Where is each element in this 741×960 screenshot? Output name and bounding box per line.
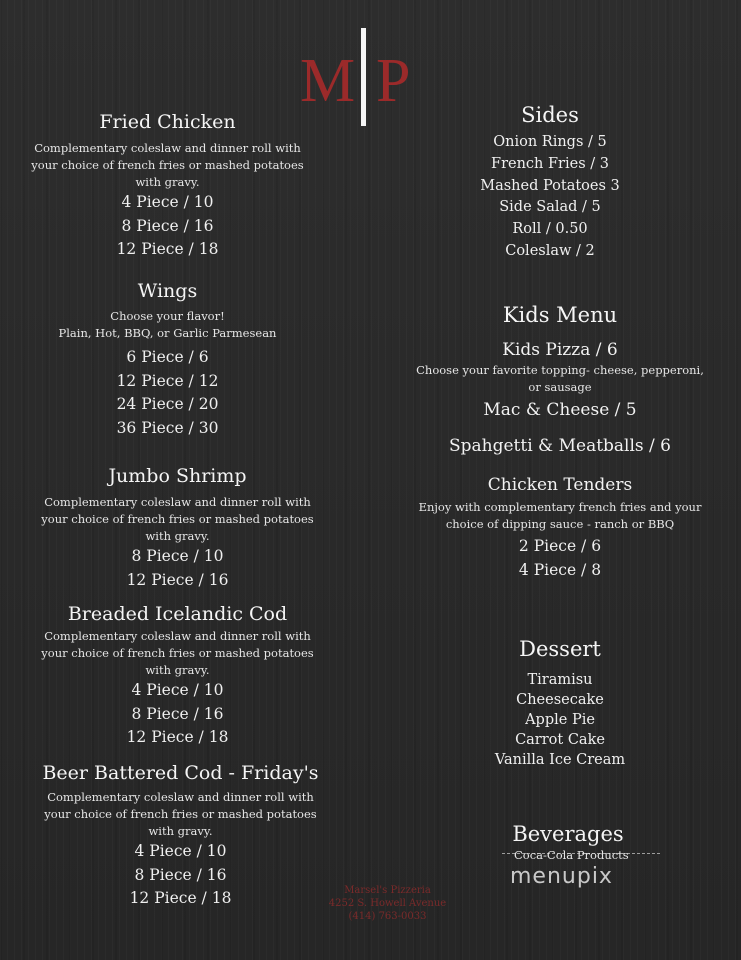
section-desc-line: with gravy. [148,824,213,838]
list-item: French Fries / 3 [491,155,609,172]
section-title: Beer Battered Cod - Friday's [42,762,319,784]
section-desc-line: Choose your favorite topping- cheese, pepperoni, [416,363,704,377]
section-desc-line: Complementary coleslaw and dinner roll with [44,495,311,509]
list-item: Tiramisu [527,672,593,688]
section-title: Breaded Icelandic Cod [67,603,288,625]
section-desc-line: Complementary coleslaw and dinner roll with [44,629,311,643]
list-item: Mashed Potatoes 3 [480,177,620,194]
beverages-item: Coca-Cola Products [514,848,629,862]
beer-cod-section [28,761,333,911]
kids-chicken-tenders: Chicken Tenders [487,475,633,495]
section-title: Jumbo Shrimp [108,465,247,487]
list-item: Side Salad / 5 [499,199,601,216]
dessert-section [410,636,710,770]
section-desc-line: with gravy. [135,175,200,189]
price-line: 8 Piece / 10 [131,547,224,565]
section-desc-line: Complementary coleslaw and dinner roll with [47,790,314,804]
price-line: 4 Piece / 10 [134,842,227,860]
list-item: Carrot Cake [515,732,605,748]
price-line: 36 Piece / 30 [116,418,219,437]
price-line: 12 Piece / 18 [129,889,232,907]
footer-address [320,884,455,923]
kids-menu-section [410,302,710,582]
section-desc-line: Enjoy with complementary french fries and your [418,500,702,514]
kids-spaghetti: Spahgetti & Meatballs / 6 [449,436,671,456]
price-line: 24 Piece / 20 [116,395,219,413]
section-desc-line: with gravy. [145,663,210,677]
fried-chicken-section [20,110,315,262]
section-desc-line: with gravy. [145,529,210,543]
logo-letter-p: P [376,47,411,115]
price-line: 8 Piece / 16 [121,216,214,235]
list-item: Vanilla Ice Cream [494,752,626,768]
section-desc-line: your choice of french fries or mashed potatoes [31,158,304,172]
price-line: 12 Piece / 16 [126,570,229,589]
section-desc-line: your choice of french fries or mashed potatoes [41,646,314,660]
list-item: Coleslaw / 2 [505,242,595,259]
list-item: Roll / 0.50 [512,221,588,238]
logo [300,28,412,126]
section-desc-line: Plain, Hot, BBQ, or Garlic Parmesean [58,326,277,340]
section-desc-line: your choice of french fries or mashed potatoes [41,512,314,526]
section-title: Beverages [512,822,624,846]
kids-pizza: Kids Pizza / 6 [502,340,618,360]
price-line: 4 Piece / 8 [518,560,602,579]
section-desc-line: or sausage [528,380,592,394]
price-line: 4 Piece / 10 [121,193,214,211]
price-line: 12 Piece / 12 [116,371,219,390]
section-desc-line: your choice of french fries or mashed potatoes [44,807,317,821]
logo-letter-m: M [300,47,356,115]
breaded-cod-section [30,602,325,750]
price-line: 2 Piece / 6 [518,537,602,555]
wings-section [20,279,315,440]
section-desc-line: choice of dipping sauce - ranch or BBQ [445,517,675,531]
list-item: Onion Rings / 5 [493,134,607,150]
logo-divider [361,28,366,126]
footer-line: Marsel's Pizzeria [344,885,431,896]
section-title: Wings [137,280,198,302]
section-title: Sides [521,103,579,127]
price-line: 4 Piece / 10 [131,681,224,699]
price-line: 12 Piece / 18 [116,240,219,258]
section-title: Fried Chicken [99,111,236,133]
section-desc-line: Choose your flavor! [110,309,225,323]
section-title: Kids Menu [502,303,618,327]
price-line: 12 Piece / 18 [126,728,229,746]
watermark-text: menupix [510,864,613,889]
watermark [502,848,660,906]
kids-mac-cheese: Mac & Cheese / 5 [483,400,637,420]
section-desc-line: Complementary coleslaw and dinner roll with [34,141,301,155]
footer-line: 4252 S. Howell Avenue [328,898,447,909]
price-line: 8 Piece / 16 [134,865,227,884]
beverages-section [418,821,718,847]
list-item: Cheesecake [516,692,604,708]
list-item: Apple Pie [525,712,595,728]
section-title: Dessert [519,637,601,661]
price-line: 8 Piece / 16 [131,704,224,723]
jumbo-shrimp-section [30,464,325,592]
footer-line: (414) 763-0033 [348,911,427,922]
sides-section [400,102,700,263]
price-line: 6 Piece / 6 [126,348,209,366]
